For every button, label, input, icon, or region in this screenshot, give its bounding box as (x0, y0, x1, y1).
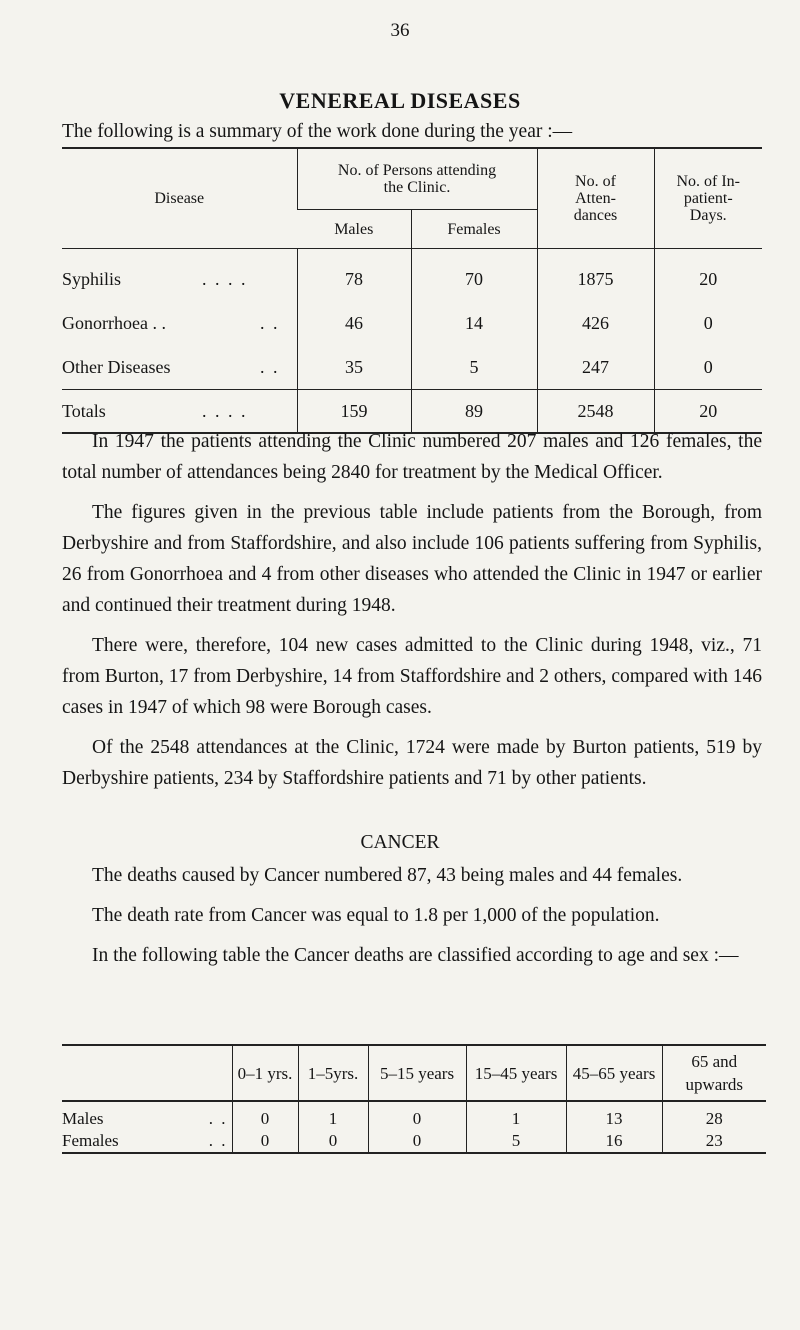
table-row (62, 345, 762, 390)
females-cell: 14 (411, 301, 537, 345)
paragraph: Of the 2548 attendances at the Clinic, 1724 were made by Burton patients, 519 by Derbyshire patients, 234 by Staffordshire patients and 71 by other patients. (62, 737, 762, 789)
table-row (62, 1101, 766, 1130)
males-cell: 35 (297, 345, 411, 390)
value-cell: 28 (662, 1101, 766, 1130)
paragraph: The death rate from Cancer was equal to 1.8 per 1,000 of the population. (92, 905, 660, 926)
value-cell: 0 (368, 1130, 466, 1153)
value-cell: 13 (566, 1101, 662, 1130)
header-age: 5–15 years (368, 1045, 466, 1101)
totals-label-cell: Totals . . . . (62, 390, 297, 434)
value-cell: 16 (566, 1130, 662, 1153)
paragraph: The figures given in the previous table include patients from the Borough, from Derbyshire and from Staffordshire, and also include 106 patients suffering from Syphilis, 26 from Gonorrhoea and 4 from other diseases who attended the Clinic in 1947 or earlier and continued their treatment during 1948. (62, 502, 762, 616)
header-age: 65 and upwards (662, 1045, 766, 1101)
header-blank (62, 1045, 232, 1101)
vd-paragraphs (62, 426, 762, 794)
disease-cell: Syphilis . . . . (62, 249, 297, 302)
paragraph: The deaths caused by Cancer numbered 87, 43 being males and 44 females. (92, 865, 683, 886)
days-cell: 0 (654, 345, 762, 390)
value-cell: 0 (298, 1130, 368, 1153)
totals-attendances-cell: 2548 (537, 390, 654, 434)
header-persons-group: No. of Persons attending the Clinic. (297, 148, 537, 210)
paragraph: In the following table the Cancer deaths are classified according to age and sex :— (92, 945, 739, 966)
table-row (62, 249, 762, 302)
males-cell: 46 (297, 301, 411, 345)
header-age: 15–45 years (466, 1045, 566, 1101)
females-cell: 5 (411, 345, 537, 390)
header-age: 1–5yrs. (298, 1045, 368, 1101)
header-disease: Disease (154, 190, 205, 207)
disease-cell: Gonorrhoea . . . . (62, 312, 280, 333)
header-inpatient-days: No. of In-patient- Days. (654, 148, 762, 249)
disease-cell: Other Diseases . . (62, 356, 280, 377)
venereal-diseases-table (62, 147, 762, 434)
page-number: 36 (390, 20, 410, 41)
paragraph: There were, therefore, 104 new cases admitted to the Clinic during 1948, viz., 71 from Burton, 17 from Derbyshire, 14 from Staffordshire and 2 others, compared with 146 cases in 1947 of which 98 were Borough cases. (62, 635, 762, 718)
attendances-cell: 1875 (537, 249, 654, 302)
totals-females-cell: 89 (411, 390, 537, 434)
cancer-age-table (62, 1044, 766, 1154)
females-cell: 70 (411, 249, 537, 302)
totals-males-cell: 159 (297, 390, 411, 434)
value-cell: 1 (298, 1101, 368, 1130)
value-cell: 1 (466, 1101, 566, 1130)
section-title: VENEREAL DISEASES (279, 88, 521, 113)
attendances-cell: 426 (537, 301, 654, 345)
sex-label-cell: Females . . (62, 1131, 228, 1150)
header-males: Males (297, 210, 411, 249)
value-cell: 5 (466, 1130, 566, 1153)
cancer-heading: CANCER (360, 832, 440, 853)
value-cell: 0 (368, 1101, 466, 1130)
attendances-cell: 247 (537, 345, 654, 390)
days-cell: 0 (654, 301, 762, 345)
cancer-paragraphs (62, 860, 762, 971)
table-row (62, 1130, 766, 1153)
header-attendances: No. of Atten- dances (537, 148, 654, 249)
days-cell: 20 (654, 249, 762, 302)
header-age: 45–65 years (566, 1045, 662, 1101)
value-cell: 23 (662, 1130, 766, 1153)
sex-label-cell: Males . . (62, 1101, 232, 1130)
paragraph: In 1947 the patients attending the Clinic numbered 207 males and 126 females, the total number of attendances being 2840 for treatment by the Medical Officer. (62, 431, 762, 483)
header-age: 0–1 yrs. (232, 1045, 298, 1101)
intro-text: The following is a summary of the work done during the year :— (62, 121, 573, 142)
totals-days-cell: 20 (654, 390, 762, 434)
value-cell: 0 (232, 1101, 298, 1130)
value-cell: 0 (232, 1130, 298, 1153)
males-cell: 78 (297, 249, 411, 302)
header-females: Females (411, 210, 537, 249)
table-row (62, 301, 762, 345)
